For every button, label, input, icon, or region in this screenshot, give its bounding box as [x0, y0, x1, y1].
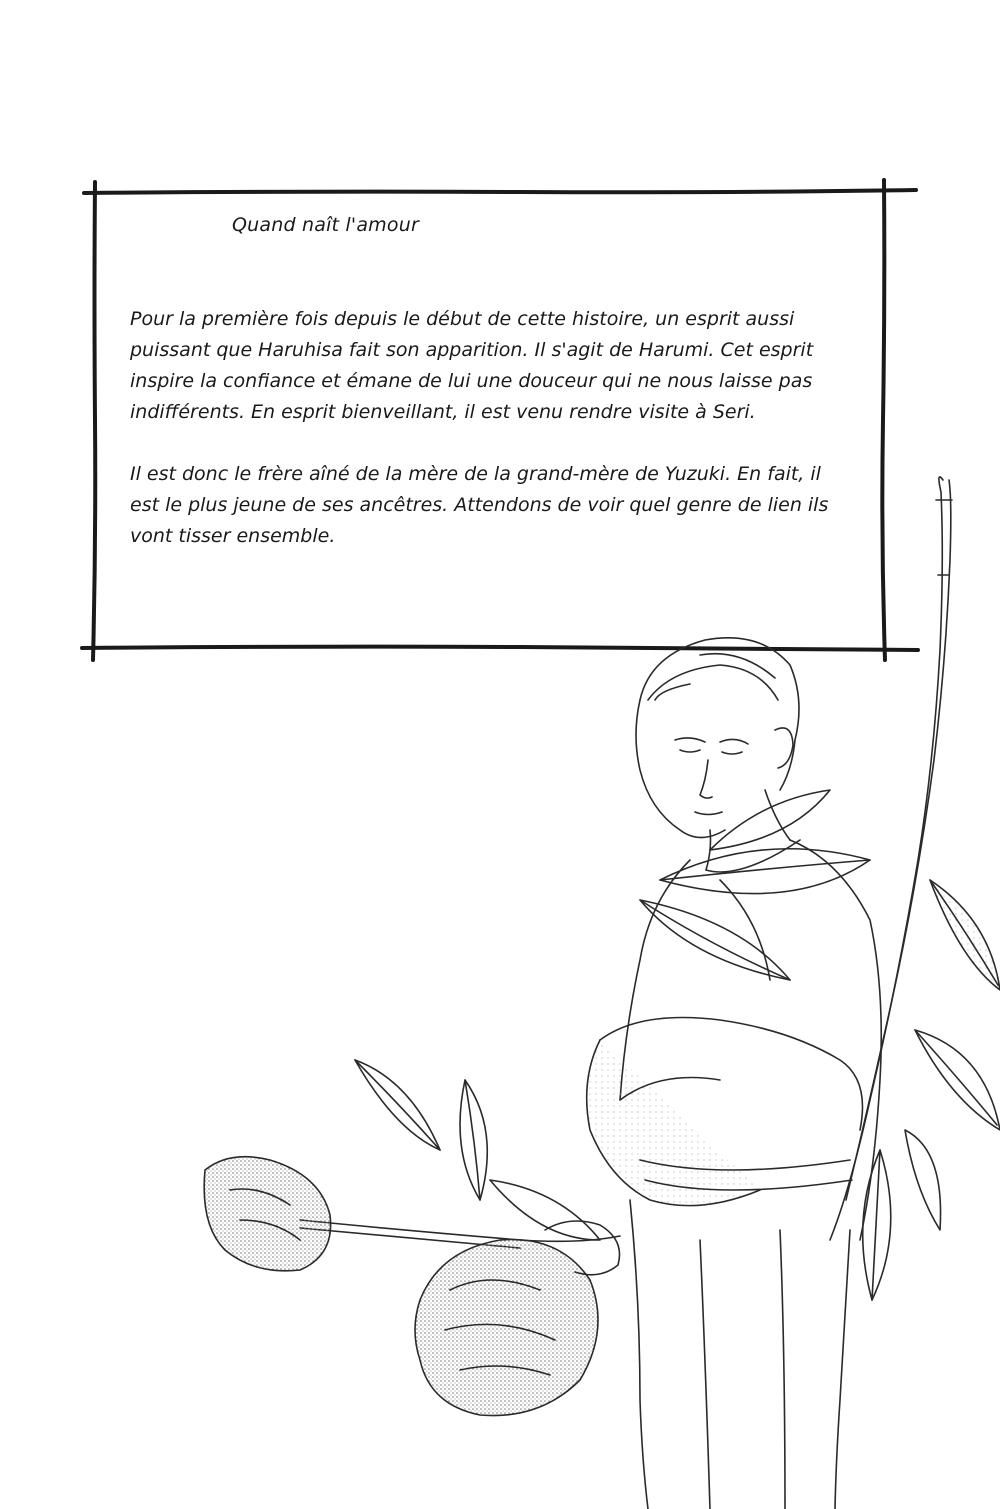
man-in-kimono-holding-roses-icon: [0, 460, 1000, 1509]
note-paragraph: Pour la première fois depuis le début de cette histoire, un esprit aussi puissant que Haruhisa fait son apparition. Il s'agit de Harumi. Cet esprit inspire la confiance et émane de lui une douceur qui ne nous laisse pas indifférents. En esprit bienveillant, il est venu rendre visite à Seri.: [130, 308, 814, 423]
note-paragraph: Il est donc le frère aîné de la mère de la grand-mère de Yuzuki. En fait, il est le plus jeune de ses ancêtres. Attendons de voir quel genre de lien ils vont tisser ensemble.: [130, 463, 829, 547]
note-title: Quand naît l'amour: [232, 214, 419, 236]
